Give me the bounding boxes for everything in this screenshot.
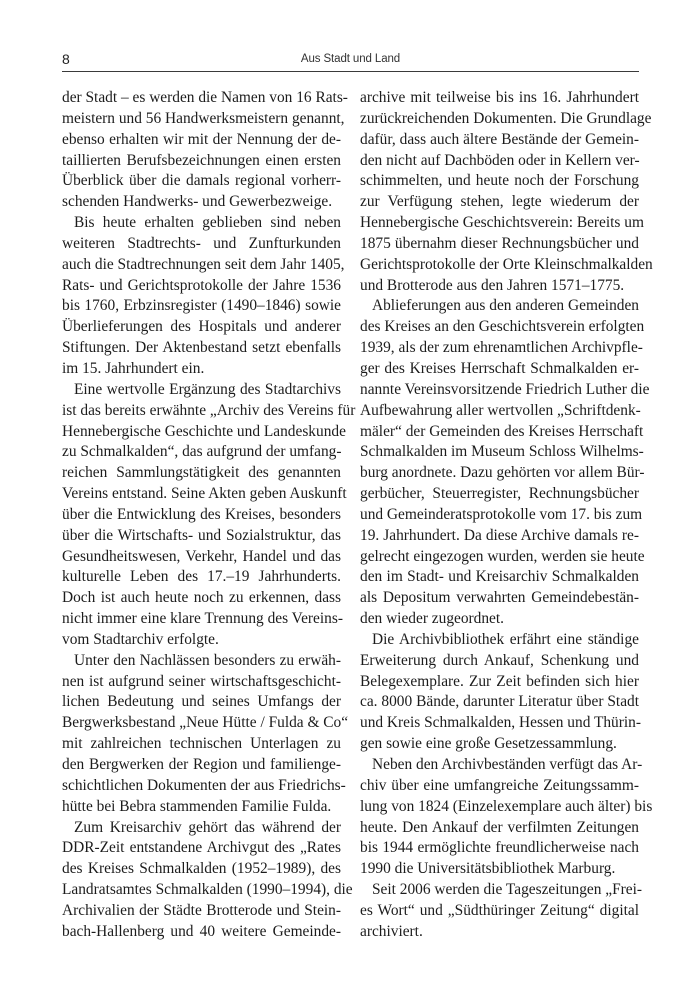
text-line: lung von 1824 (Einzelexemplare auch älter) bis xyxy=(360,797,653,815)
text-line: meistern und 56 Handwerksmeistern genannt, xyxy=(62,109,345,127)
page-number: 8 xyxy=(62,51,70,67)
text-line: Überblick über die damals regional vorherr- xyxy=(62,172,341,190)
text-line: archive mit teilweise bis ins 16. Jahrhundert xyxy=(360,89,639,106)
text-line: zu Schmalkalden“, das aufgrund der umfang- xyxy=(62,443,342,461)
text-line: auch die Stadtrechnungen seit dem Jahr 1405, xyxy=(62,255,345,273)
text-line: archiviert. xyxy=(360,922,423,940)
text-line: bis 1944 ermöglichte freundlicherweise nach xyxy=(360,839,639,857)
text-line: mäler“ der Gemeinden des Kreises Herrschaft xyxy=(360,422,644,440)
text-line: 19. Jahrhundert. Da diese Archive damals re- xyxy=(360,526,639,544)
text-line: DDR-Zeit entstandene Archivgut des „Rates xyxy=(62,839,341,857)
text-line: und Kreis Schmalkalden, Hessen und Thürin- xyxy=(360,714,641,732)
text-line: Doch ist auch heute noch zu erkennen, dass xyxy=(62,589,341,607)
text-line: nicht immer eine klare Trennung des Vereins- xyxy=(62,610,343,628)
left-column xyxy=(62,88,356,943)
text-line: heute. Den Ankauf der verfilmten Zeitungen xyxy=(360,818,639,836)
text-line: und Brotterode aus den Jahren 1571–1775. xyxy=(360,276,625,294)
text-line: gen sowie eine große Gesetzessammlung. xyxy=(360,735,617,753)
text-line: es Wort“ und „Südthüringer Zeitung“ digital xyxy=(360,901,639,919)
text-line: Belegexemplare. Zur Zeit befinden sich hier xyxy=(360,672,639,690)
text-line: kulturelle Leben des 17.–19 Jahrhunderts. xyxy=(62,568,341,586)
text-line: ist das bereits erwähnte „Archiv des Vereins für xyxy=(62,401,356,419)
right-column xyxy=(360,88,653,943)
text-line: Stiftungen. Der Aktenbestand setzt ebenfalls xyxy=(62,339,341,357)
text-line: nen ist aufgrund seiner wirtschaftsgeschicht- xyxy=(62,672,341,690)
text-line: lichen Bedeutung und seines Umfangs der xyxy=(62,693,341,711)
text-line: Archivalien der Städte Brotterode und Stein- xyxy=(62,901,341,919)
text-line: weiteren Stadtrechts- und Zunfturkunden xyxy=(62,234,341,252)
text-line: Hennebergische Geschichtsverein: Bereits um xyxy=(360,214,644,232)
text-line: Ablieferungen aus den anderen Gemeinden xyxy=(372,297,639,315)
text-line: als Depositum verwahrten Gemeindebestän- xyxy=(360,589,639,607)
text-line: und Gemeinderatsprotokolle vom 17. bis zum xyxy=(360,505,643,523)
paragraph xyxy=(360,88,653,296)
text-line: schichtlichen Dokumenten der aus Friedrichs- xyxy=(62,776,346,794)
paragraph xyxy=(62,818,353,943)
text-line: im 15. Jahrhundert ein. xyxy=(62,359,205,377)
paragraph xyxy=(360,755,653,880)
text-line: 1875 übernahm dieser Rechnungsbücher und xyxy=(360,234,639,252)
text-line: über die Entwicklung des Kreises, besonders xyxy=(62,505,341,523)
text-line: Aufbewahrung aller wertvollen „Schriftdenk- xyxy=(360,401,641,419)
text-line: bach-Hallenberg und 40 weitere Gemeinde- xyxy=(62,922,341,940)
text-line: Gesundheitswesen, Verkehr, Handel und das xyxy=(62,547,341,565)
text-line: Erweiterung durch Ankauf, Schenkung und xyxy=(360,651,639,669)
text-line: burg anordnete. Dazu gehörten vor allem Bür- xyxy=(360,464,645,482)
text-line: Die Archivbibliothek erfährt eine ständige xyxy=(372,630,639,648)
text-line: chiv über eine umfangreiche Zeitungssamm- xyxy=(360,776,639,794)
text-line: des Kreises an den Geschichtsverein erfolgten xyxy=(360,318,645,336)
text-line: bis 1760, Erbzinsregister (1490–1846) sowie xyxy=(62,297,341,315)
header-rule xyxy=(62,71,639,72)
text-line: Schmalkalden im Museum Schloss Wilhelms- xyxy=(360,443,644,461)
text-line: Unter den Nachlässen besonders zu erwäh- xyxy=(74,651,341,669)
text-line: Seit 2006 werden die Tageszeitungen „Frei- xyxy=(372,881,643,899)
text-line: dafür, dass auch ältere Bestände der Gemein- xyxy=(360,130,639,148)
text-line: Landratsamtes Schmalkalden (1990–1994), die xyxy=(62,881,353,899)
paragraph xyxy=(62,380,356,651)
text-line: den nicht auf Dachböden oder in Kellern ver- xyxy=(360,151,640,169)
text-line: vom Stadtarchiv erfolgte. xyxy=(62,630,219,648)
text-line: den Bergwerken der Region und familienge- xyxy=(62,756,341,773)
text-line: der Stadt – es werden die Namen von 16 Rats- xyxy=(62,89,348,106)
text-line: Neben den Archivbeständen verfügt das Ar- xyxy=(372,756,643,773)
text-line: mit zahlreichen technischen Unterlagen zu xyxy=(62,735,341,753)
text-line: über die Wirtschafts- und Sozialstruktur, das xyxy=(62,526,341,544)
text-line: Rats- und Gerichtsprotokolle der Jahre 1536 xyxy=(62,276,341,294)
paragraph xyxy=(62,213,345,380)
paragraph xyxy=(62,651,349,818)
text-line: ger des Kreises Herrschaft Schmalkalden er- xyxy=(360,359,639,377)
text-line: hütte bei Bebra stammenden Familie Fulda. xyxy=(62,797,332,815)
text-line: 1939, als der zum ehrenamtlichen Archivpfle- xyxy=(360,339,643,357)
text-line: schimmelten, und heute noch der Forschung xyxy=(360,172,639,190)
text-line: den im Stadt- und Kreisarchiv Schmalkalden xyxy=(360,568,639,586)
text-line: gerbücher, Steuerregister, Rechnungsbücher xyxy=(360,485,639,503)
text-line: taillierten Berufsbezeichnungen einen ersten xyxy=(62,151,341,169)
text-line: schenden Handwerks- und Gewerbezweige. xyxy=(62,193,333,211)
text-line: Bergwerksbestand „Neue Hütte / Fulda & Co“ xyxy=(62,714,349,732)
text-line: Hennebergische Geschichte und Landeskunde xyxy=(62,422,346,440)
text-line: den wieder zugeordnet. xyxy=(360,610,505,628)
running-title: Aus Stadt und Land xyxy=(300,53,401,65)
page-header xyxy=(62,50,639,72)
text-line: gelrecht eingezogen wurden, werden sie heute xyxy=(360,547,645,565)
text-line: zur Verfügung stehen, legte wiederum der xyxy=(360,193,639,211)
text-line: nannte Vereinsvorsitzende Friedrich Luther die xyxy=(360,380,650,398)
paragraph xyxy=(360,630,639,755)
paragraph xyxy=(360,880,643,943)
paragraph xyxy=(62,88,348,213)
text-line: ca. 8000 Bände, darunter Literatur über Stadt xyxy=(360,693,639,711)
text-line: ebenso erhalten wir mit der Nennung der de- xyxy=(62,130,341,148)
text-line: 1990 die Universitätsbibliothek Marburg. xyxy=(360,860,616,878)
text-line: Eine wertvolle Ergänzung des Stadtarchivs xyxy=(74,380,341,398)
text-line: Überlieferungen des Hospitals und anderer xyxy=(62,318,341,336)
text-line: Vereins entstand. Seine Akten geben Auskunft xyxy=(62,485,347,503)
paragraph xyxy=(360,296,650,630)
text-line: Zum Kreisarchiv gehört das während der xyxy=(74,818,341,836)
text-line: zurückreichenden Dokumenten. Die Grundlage xyxy=(360,109,652,127)
text-line: des Kreises Schmalkalden (1952–1989), des xyxy=(62,860,341,878)
text-line: reichen Sammlungstätigkeit des genannten xyxy=(62,464,341,482)
text-line: Bis heute erhalten geblieben sind neben xyxy=(74,214,341,232)
text-line: Gerichtsprotokolle der Orte Kleinschmalkalden xyxy=(360,255,653,273)
